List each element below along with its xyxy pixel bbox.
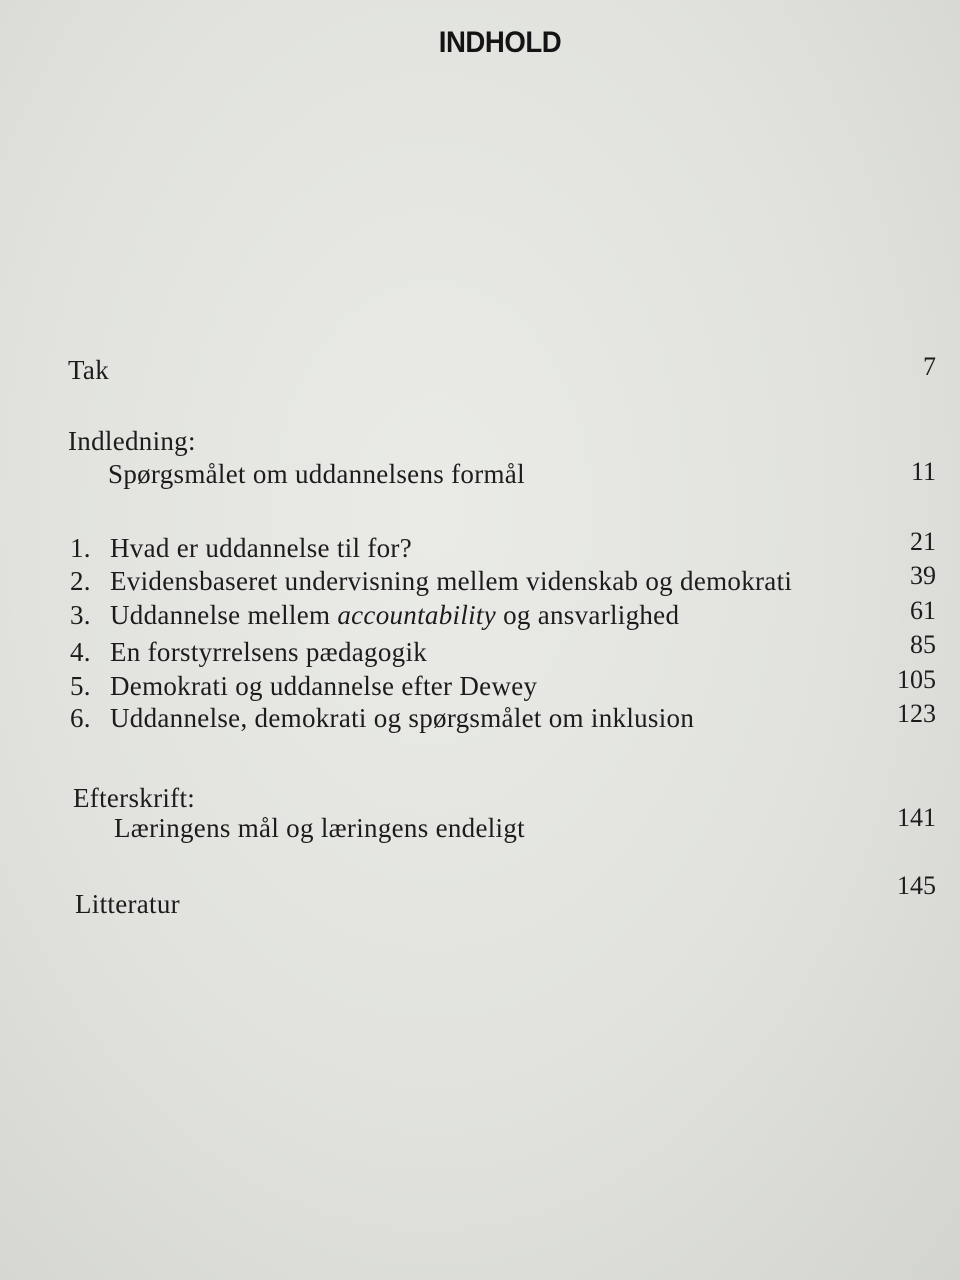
chapter-number: 2. (70, 566, 91, 596)
toc-entry-chapter-1 (70, 533, 412, 564)
toc-entry-efterskrift: Efterskrift: (73, 783, 196, 813)
chapter-number: 5. (70, 671, 91, 701)
toc-entry-chapter-2 (70, 566, 792, 597)
chapter-number: 6. (70, 703, 91, 733)
toc-page-chapter-1: 21 (910, 527, 936, 556)
page-title: INDHOLD (438, 26, 562, 59)
toc-entry-indledning: Indledning: (68, 426, 196, 456)
toc-entry-chapter-6 (70, 703, 694, 734)
chapter-title: En forstyrrelsens pædagogik (110, 637, 428, 667)
toc-entry-tak: Tak (68, 355, 109, 385)
toc-entry-chapter-5 (70, 671, 537, 702)
toc-entry-chapter-3 (70, 600, 679, 631)
chapter-title-part: og ansvarlighed (496, 600, 680, 630)
toc-page-tak: 7 (923, 352, 936, 381)
chapter-title: Hvad er uddannelse til for? (110, 533, 412, 563)
chapter-title-italic: accountability (337, 600, 497, 630)
chapter-title: Uddannelse, demokrati og spørgsmålet om inklusion (110, 703, 695, 733)
chapter-number: 1. (70, 533, 91, 563)
toc-entry-efterskrift-subtitle: Læringens mål og læringens endeligt (114, 813, 525, 843)
toc-page-efterskrift: 141 (897, 803, 936, 832)
toc-page-chapter-6: 123 (897, 699, 936, 728)
toc-page-chapter-2: 39 (910, 561, 936, 590)
toc-page-chapter-4: 85 (910, 630, 936, 659)
chapter-title: Demokrati og uddannelse efter Dewey (110, 671, 538, 701)
toc-page-litteratur: 145 (897, 871, 936, 900)
toc-entry-chapter-4 (70, 637, 427, 668)
toc-page-chapter-3: 61 (910, 596, 936, 625)
toc-page-indledning: 11 (910, 457, 936, 486)
chapter-number: 4. (70, 637, 91, 667)
chapter-title-part: Uddannelse mellem (110, 600, 338, 630)
toc-page-chapter-5: 105 (897, 665, 936, 694)
chapter-number: 3. (70, 600, 91, 630)
toc-entry-litteratur: Litteratur (75, 889, 180, 919)
toc-entry-indledning-subtitle: Spørgsmålet om uddannelsens formål (108, 459, 525, 489)
chapter-title: Evidensbaseret undervisning mellem videnskab og demokrati (110, 566, 793, 596)
